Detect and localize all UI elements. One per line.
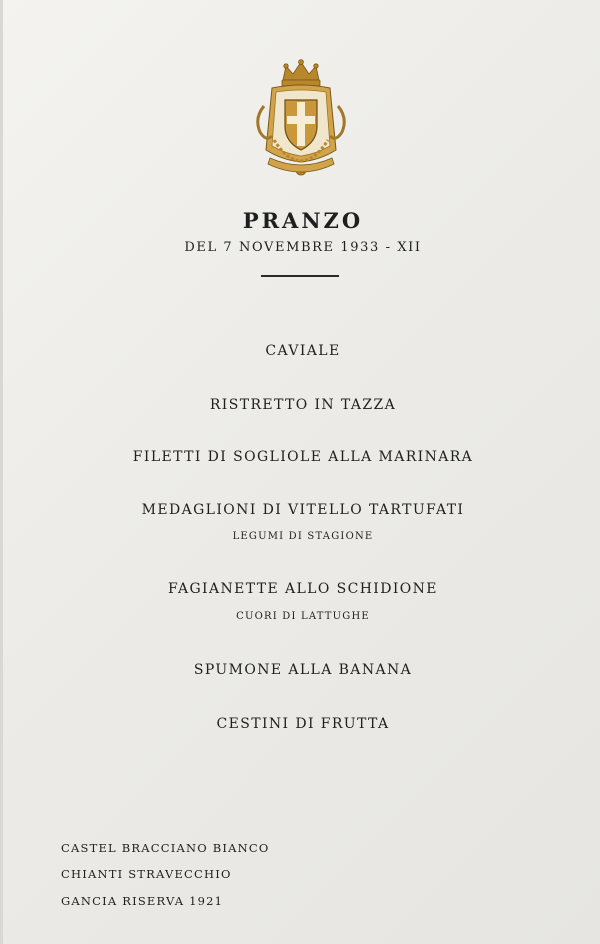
- wine-2: CHIANTI STRAVECCHIO: [61, 867, 232, 881]
- course-1: CAVIALE: [265, 343, 341, 359]
- wine-1: CASTEL BRACCIANO BIANCO: [61, 841, 270, 855]
- royal-crest-icon: [250, 58, 352, 186]
- course-3: FILETTI DI SOGLIOLE ALLA MARINARA: [132, 449, 474, 465]
- menu-date: DEL 7 NOVEMBRE 1933 - XII: [184, 240, 422, 255]
- wine-3: GANCIA RISERVA 1921: [61, 894, 224, 908]
- title-divider: [261, 275, 339, 277]
- course-4-side: LEGUMI DI STAGIONE: [232, 531, 374, 542]
- course-2: RISTRETTO IN TAZZA: [209, 397, 397, 413]
- course-5-side: CUORI DI LATTUGHE: [236, 611, 370, 622]
- course-6: SPUMONE ALLA BANANA: [193, 662, 413, 678]
- menu-title: PRANZO: [242, 208, 364, 233]
- course-4: MEDAGLIONI DI VITELLO TARTUFATI: [141, 502, 465, 518]
- course-7: CESTINI DI FRUTTA: [216, 716, 390, 732]
- course-5: FAGIANETTE ALLO SCHIDIONE: [168, 581, 438, 597]
